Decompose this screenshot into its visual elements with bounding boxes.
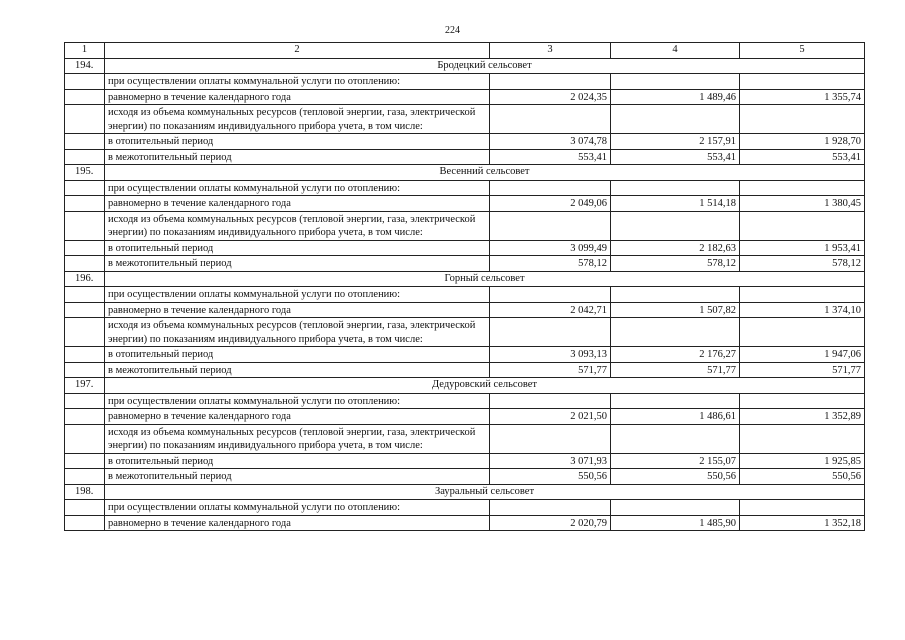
row-label: равномерно в течение календарного года <box>105 515 490 531</box>
value-col-5: 1 355,74 <box>740 89 865 105</box>
section-name: Весенний сельсовет <box>105 165 865 181</box>
column-number-5: 5 <box>740 43 865 59</box>
value-col-5: 1 352,89 <box>740 409 865 425</box>
row-index-cell <box>65 134 105 150</box>
table-row <box>65 515 865 531</box>
row-index-cell <box>65 149 105 165</box>
table-row <box>65 105 865 134</box>
row-label: исходя из объема коммунальных ресурсов (тепловой энергии, газа, электрической энергии) по показаниям индивидуального прибора учета, в том числе: <box>105 424 490 453</box>
value-col-4: 2 157,91 <box>611 134 740 150</box>
row-index-cell <box>65 211 105 240</box>
value-col-3: 2 021,50 <box>490 409 611 425</box>
section-name: Зауральный сельсовет <box>105 484 865 500</box>
value-col-4: 1 507,82 <box>611 302 740 318</box>
value-col-3: 2 042,71 <box>490 302 611 318</box>
row-index-cell <box>65 409 105 425</box>
row-label: равномерно в течение календарного года <box>105 196 490 212</box>
row-label: при осуществлении оплаты коммунальной услуги по отоплению: <box>105 74 490 90</box>
value-col-3: 578,12 <box>490 256 611 272</box>
row-label: в межотопительный период <box>105 362 490 378</box>
column-number-2: 2 <box>105 43 490 59</box>
row-index-cell <box>65 105 105 134</box>
row-index-cell <box>65 347 105 363</box>
section-name: Бродецкий сельсовет <box>105 58 865 74</box>
value-col-3 <box>490 318 611 347</box>
value-col-4 <box>611 318 740 347</box>
table-row <box>65 240 865 256</box>
row-label: при осуществлении оплаты коммунальной услуги по отоплению: <box>105 287 490 303</box>
section-index: 198. <box>65 484 105 500</box>
table-row <box>65 424 865 453</box>
value-col-5: 1 352,18 <box>740 515 865 531</box>
value-col-4: 1 514,18 <box>611 196 740 212</box>
row-index-cell <box>65 424 105 453</box>
value-col-4: 1 486,61 <box>611 409 740 425</box>
section-index: 196. <box>65 271 105 287</box>
row-index-cell <box>65 74 105 90</box>
row-index-cell <box>65 469 105 485</box>
value-col-5: 1 947,06 <box>740 347 865 363</box>
value-col-5 <box>740 424 865 453</box>
value-col-5 <box>740 393 865 409</box>
value-col-4: 571,77 <box>611 362 740 378</box>
value-col-4 <box>611 74 740 90</box>
column-number-row <box>65 43 865 59</box>
row-index-cell <box>65 393 105 409</box>
row-label: при осуществлении оплаты коммунальной услуги по отоплению: <box>105 500 490 516</box>
table-row <box>65 149 865 165</box>
row-label: в отопительный период <box>105 240 490 256</box>
value-col-3: 553,41 <box>490 149 611 165</box>
tariff-table <box>64 42 865 531</box>
value-col-4: 2 176,27 <box>611 347 740 363</box>
value-col-4 <box>611 424 740 453</box>
tariff-table-body <box>65 43 865 531</box>
value-col-4 <box>611 500 740 516</box>
value-col-3: 2 024,35 <box>490 89 611 105</box>
value-col-4: 550,56 <box>611 469 740 485</box>
section-header-row <box>65 271 865 287</box>
value-col-3: 3 099,49 <box>490 240 611 256</box>
row-label: исходя из объема коммунальных ресурсов (тепловой энергии, газа, электрической энергии) по показаниям индивидуального прибора учета, в том числе: <box>105 105 490 134</box>
value-col-5: 578,12 <box>740 256 865 272</box>
row-index-cell <box>65 318 105 347</box>
row-label: в межотопительный период <box>105 149 490 165</box>
table-row <box>65 500 865 516</box>
value-col-5: 571,77 <box>740 362 865 378</box>
column-number-3: 3 <box>490 43 611 59</box>
value-col-5 <box>740 287 865 303</box>
table-row <box>65 453 865 469</box>
value-col-4 <box>611 180 740 196</box>
table-row <box>65 393 865 409</box>
row-index-cell <box>65 240 105 256</box>
value-col-4: 2 155,07 <box>611 453 740 469</box>
table-row <box>65 89 865 105</box>
section-header-row <box>65 484 865 500</box>
value-col-3 <box>490 500 611 516</box>
value-col-5 <box>740 500 865 516</box>
value-col-4: 578,12 <box>611 256 740 272</box>
row-index-cell <box>65 89 105 105</box>
value-col-4: 1 489,46 <box>611 89 740 105</box>
row-index-cell <box>65 500 105 516</box>
table-row <box>65 362 865 378</box>
table-row <box>65 74 865 90</box>
row-label: исходя из объема коммунальных ресурсов (тепловой энергии, газа, электрической энергии) по показаниям индивидуального прибора учета, в том числе: <box>105 318 490 347</box>
row-label: в отопительный период <box>105 453 490 469</box>
value-col-4 <box>611 287 740 303</box>
table-row <box>65 134 865 150</box>
value-col-5: 550,56 <box>740 469 865 485</box>
row-label: в межотопительный период <box>105 469 490 485</box>
value-col-3 <box>490 424 611 453</box>
section-index: 194. <box>65 58 105 74</box>
value-col-4: 1 485,90 <box>611 515 740 531</box>
value-col-3: 3 074,78 <box>490 134 611 150</box>
column-number-4: 4 <box>611 43 740 59</box>
value-col-5: 1 380,45 <box>740 196 865 212</box>
value-col-3 <box>490 180 611 196</box>
row-index-cell <box>65 180 105 196</box>
value-col-3: 2 049,06 <box>490 196 611 212</box>
value-col-5 <box>740 105 865 134</box>
value-col-5 <box>740 318 865 347</box>
value-col-4 <box>611 211 740 240</box>
section-header-row <box>65 378 865 394</box>
value-col-3 <box>490 287 611 303</box>
section-name: Горный сельсовет <box>105 271 865 287</box>
value-col-4: 553,41 <box>611 149 740 165</box>
section-header-row <box>65 165 865 181</box>
section-index: 195. <box>65 165 105 181</box>
value-col-5: 1 928,70 <box>740 134 865 150</box>
row-index-cell <box>65 453 105 469</box>
row-label: равномерно в течение календарного года <box>105 89 490 105</box>
table-row <box>65 196 865 212</box>
value-col-3 <box>490 211 611 240</box>
value-col-3 <box>490 74 611 90</box>
row-index-cell <box>65 362 105 378</box>
section-name: Дедуровский сельсовет <box>105 378 865 394</box>
row-label: равномерно в течение календарного года <box>105 409 490 425</box>
table-row <box>65 302 865 318</box>
row-label: при осуществлении оплаты коммунальной услуги по отоплению: <box>105 180 490 196</box>
value-col-3: 571,77 <box>490 362 611 378</box>
row-index-cell <box>65 287 105 303</box>
row-label: исходя из объема коммунальных ресурсов (тепловой энергии, газа, электрической энергии) по показаниям индивидуального прибора учета, в том числе: <box>105 211 490 240</box>
table-row <box>65 347 865 363</box>
row-label: в межотопительный период <box>105 256 490 272</box>
value-col-5 <box>740 211 865 240</box>
value-col-3: 2 020,79 <box>490 515 611 531</box>
table-row <box>65 256 865 272</box>
value-col-3: 550,56 <box>490 469 611 485</box>
value-col-4 <box>611 393 740 409</box>
value-col-3: 3 071,93 <box>490 453 611 469</box>
value-col-5: 1 925,85 <box>740 453 865 469</box>
value-col-4 <box>611 105 740 134</box>
table-row <box>65 409 865 425</box>
row-label: в отопительный период <box>105 347 490 363</box>
row-index-cell <box>65 196 105 212</box>
value-col-4: 2 182,63 <box>611 240 740 256</box>
row-index-cell <box>65 515 105 531</box>
value-col-5: 1 953,41 <box>740 240 865 256</box>
value-col-3 <box>490 393 611 409</box>
value-col-3 <box>490 105 611 134</box>
row-index-cell <box>65 256 105 272</box>
value-col-5: 553,41 <box>740 149 865 165</box>
row-label: в отопительный период <box>105 134 490 150</box>
section-index: 197. <box>65 378 105 394</box>
value-col-5 <box>740 180 865 196</box>
table-row <box>65 287 865 303</box>
value-col-3: 3 093,13 <box>490 347 611 363</box>
row-label: равномерно в течение календарного года <box>105 302 490 318</box>
value-col-5 <box>740 74 865 90</box>
table-row <box>65 211 865 240</box>
row-index-cell <box>65 302 105 318</box>
value-col-5: 1 374,10 <box>740 302 865 318</box>
table-row <box>65 180 865 196</box>
section-header-row <box>65 58 865 74</box>
page-number: 224 <box>445 25 460 36</box>
column-number-1: 1 <box>65 43 105 59</box>
table-row <box>65 318 865 347</box>
row-label: при осуществлении оплаты коммунальной услуги по отоплению: <box>105 393 490 409</box>
table-row <box>65 469 865 485</box>
